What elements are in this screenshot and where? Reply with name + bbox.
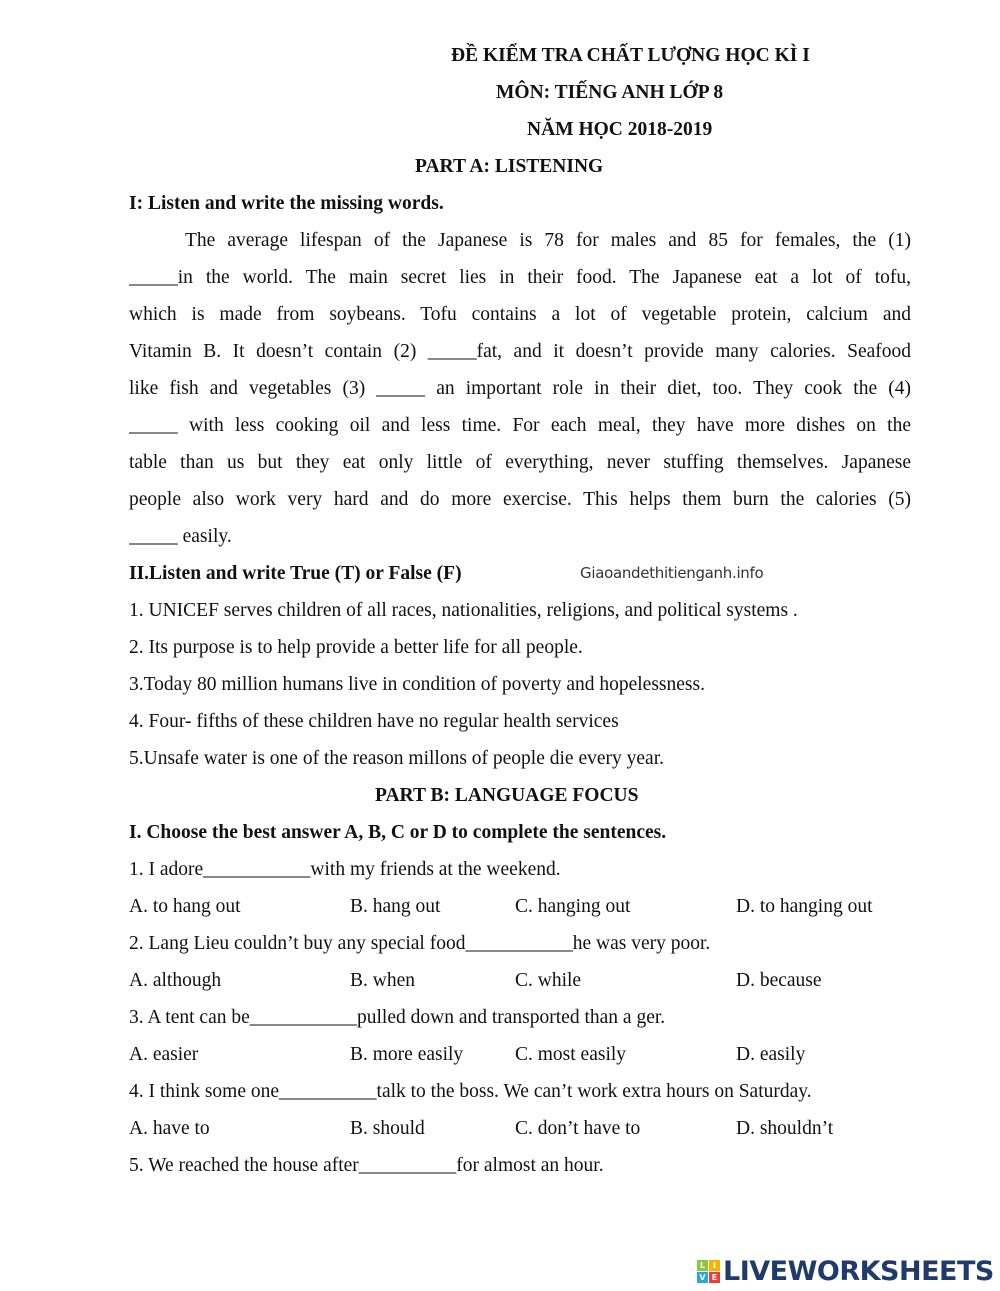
answer-option-d[interactable]: D. to hanging out xyxy=(736,896,873,917)
question-text: 4. I think some one__________talk to the boss. We can’t work extra hours on Saturday. xyxy=(129,1081,812,1102)
answer-option-c[interactable]: C. don’t have to xyxy=(515,1118,641,1139)
logo-icon xyxy=(697,1260,720,1283)
logo-block: E xyxy=(709,1272,720,1283)
section-heading: II.Listen and write True (T) or False (F) xyxy=(129,563,462,584)
multiple-choice-list xyxy=(0,851,1000,1184)
answer-options xyxy=(0,962,1000,999)
question-text: 5. We reached the house after__________for almost an hour. xyxy=(129,1155,604,1176)
section-heading: I: Listen and write the missing words. xyxy=(129,193,444,214)
part-b-title: PART B: LANGUAGE FOCUS xyxy=(375,785,639,806)
true-false-item: 3.Today 80 million humans live in condition of poverty and hopelessness. xyxy=(129,674,705,695)
true-false-item: 1. UNICEF serves children of all races, nationalities, religions, and political systems . xyxy=(129,600,798,621)
logo-block: V xyxy=(697,1272,708,1283)
true-false-item: 2. Its purpose is to help provide a better life for all people. xyxy=(129,637,583,658)
question-text: 2. Lang Lieu couldn’t buy any special food___________he was very poor. xyxy=(129,933,711,954)
true-false-item: 4. Four- fifths of these children have no regular health services xyxy=(129,711,619,732)
true-false-list xyxy=(0,592,1000,777)
answer-option-b[interactable]: B. should xyxy=(350,1118,425,1139)
paragraph-line: which is made from soybeans. Tofu contains a lot of vegetable protein, calcium and xyxy=(129,304,911,325)
answer-options xyxy=(0,1036,1000,1073)
paragraph-line: _____ with less cooking oil and less time. For each meal, they have more dishes on the xyxy=(129,415,911,436)
logo-text: LIVEWORKSHEETS xyxy=(723,1256,994,1287)
section-heading: I. Choose the best answer A, B, C or D to complete the sentences. xyxy=(129,822,667,843)
answer-options xyxy=(0,1110,1000,1147)
question-text: 1. I adore___________with my friends at the weekend. xyxy=(129,859,561,880)
true-false-item: 5.Unsafe water is one of the reason millons of people die every year. xyxy=(129,748,664,769)
answer-option-c[interactable]: C. most easily xyxy=(515,1044,627,1065)
answer-option-b[interactable]: B. more easily xyxy=(350,1044,464,1065)
paragraph-line: The average lifespan of the Japanese is 78 for males and 85 for females, the (1) xyxy=(185,230,911,251)
listening-paragraph xyxy=(0,222,1000,555)
exam-year: NĂM HỌC 2018-2019 xyxy=(527,119,713,140)
answer-option-d[interactable]: D. because xyxy=(736,970,822,991)
answer-option-a[interactable]: A. easier xyxy=(129,1044,199,1065)
logo-block: I xyxy=(709,1260,720,1271)
paragraph-line: Vitamin B. It doesn’t contain (2) _____fat, and it doesn’t provide many calories. Seafood xyxy=(129,341,911,362)
answer-option-b[interactable]: B. when xyxy=(350,970,415,991)
answer-option-c[interactable]: C. while xyxy=(515,970,582,991)
answer-option-a[interactable]: A. have to xyxy=(129,1118,210,1139)
watermark: Giaoandethitienganh.info xyxy=(580,564,764,582)
exam-subject: MÔN: TIẾNG ANH LỚP 8 xyxy=(496,82,724,103)
answer-option-d[interactable]: D. shouldn’t xyxy=(736,1118,834,1139)
answer-options xyxy=(0,888,1000,925)
worksheet-page xyxy=(0,37,1000,1184)
part-a-title: PART A: LISTENING xyxy=(415,156,604,177)
question-text: 3. A tent can be___________pulled down and transported than a ger. xyxy=(129,1007,666,1028)
paragraph-line: people also work very hard and do more exercise. This helps them burn the calories (5) xyxy=(129,489,911,510)
answer-option-c[interactable]: C. hanging out xyxy=(515,896,631,917)
liveworksheets-logo xyxy=(697,1256,994,1287)
paragraph-line: table than us but they eat only little of everything, never stuffing themselves. Japanese xyxy=(129,452,911,473)
paragraph-line: _____ easily. xyxy=(129,526,232,547)
answer-option-d[interactable]: D. easily xyxy=(736,1044,806,1065)
answer-option-b[interactable]: B. hang out xyxy=(350,896,441,917)
answer-option-a[interactable]: A. although xyxy=(129,970,222,991)
logo-block: L xyxy=(697,1260,708,1271)
paragraph-line: like fish and vegetables (3) _____ an important role in their diet, too. They cook the (4) xyxy=(129,378,911,399)
answer-option-a[interactable]: A. to hang out xyxy=(129,896,241,917)
exam-title: ĐỀ KIỂM TRA CHẤT LƯỢNG HỌC KÌ I xyxy=(451,45,810,66)
paragraph-line: _____in the world. The main secret lies in their food. The Japanese eat a lot of tofu, xyxy=(129,267,911,288)
